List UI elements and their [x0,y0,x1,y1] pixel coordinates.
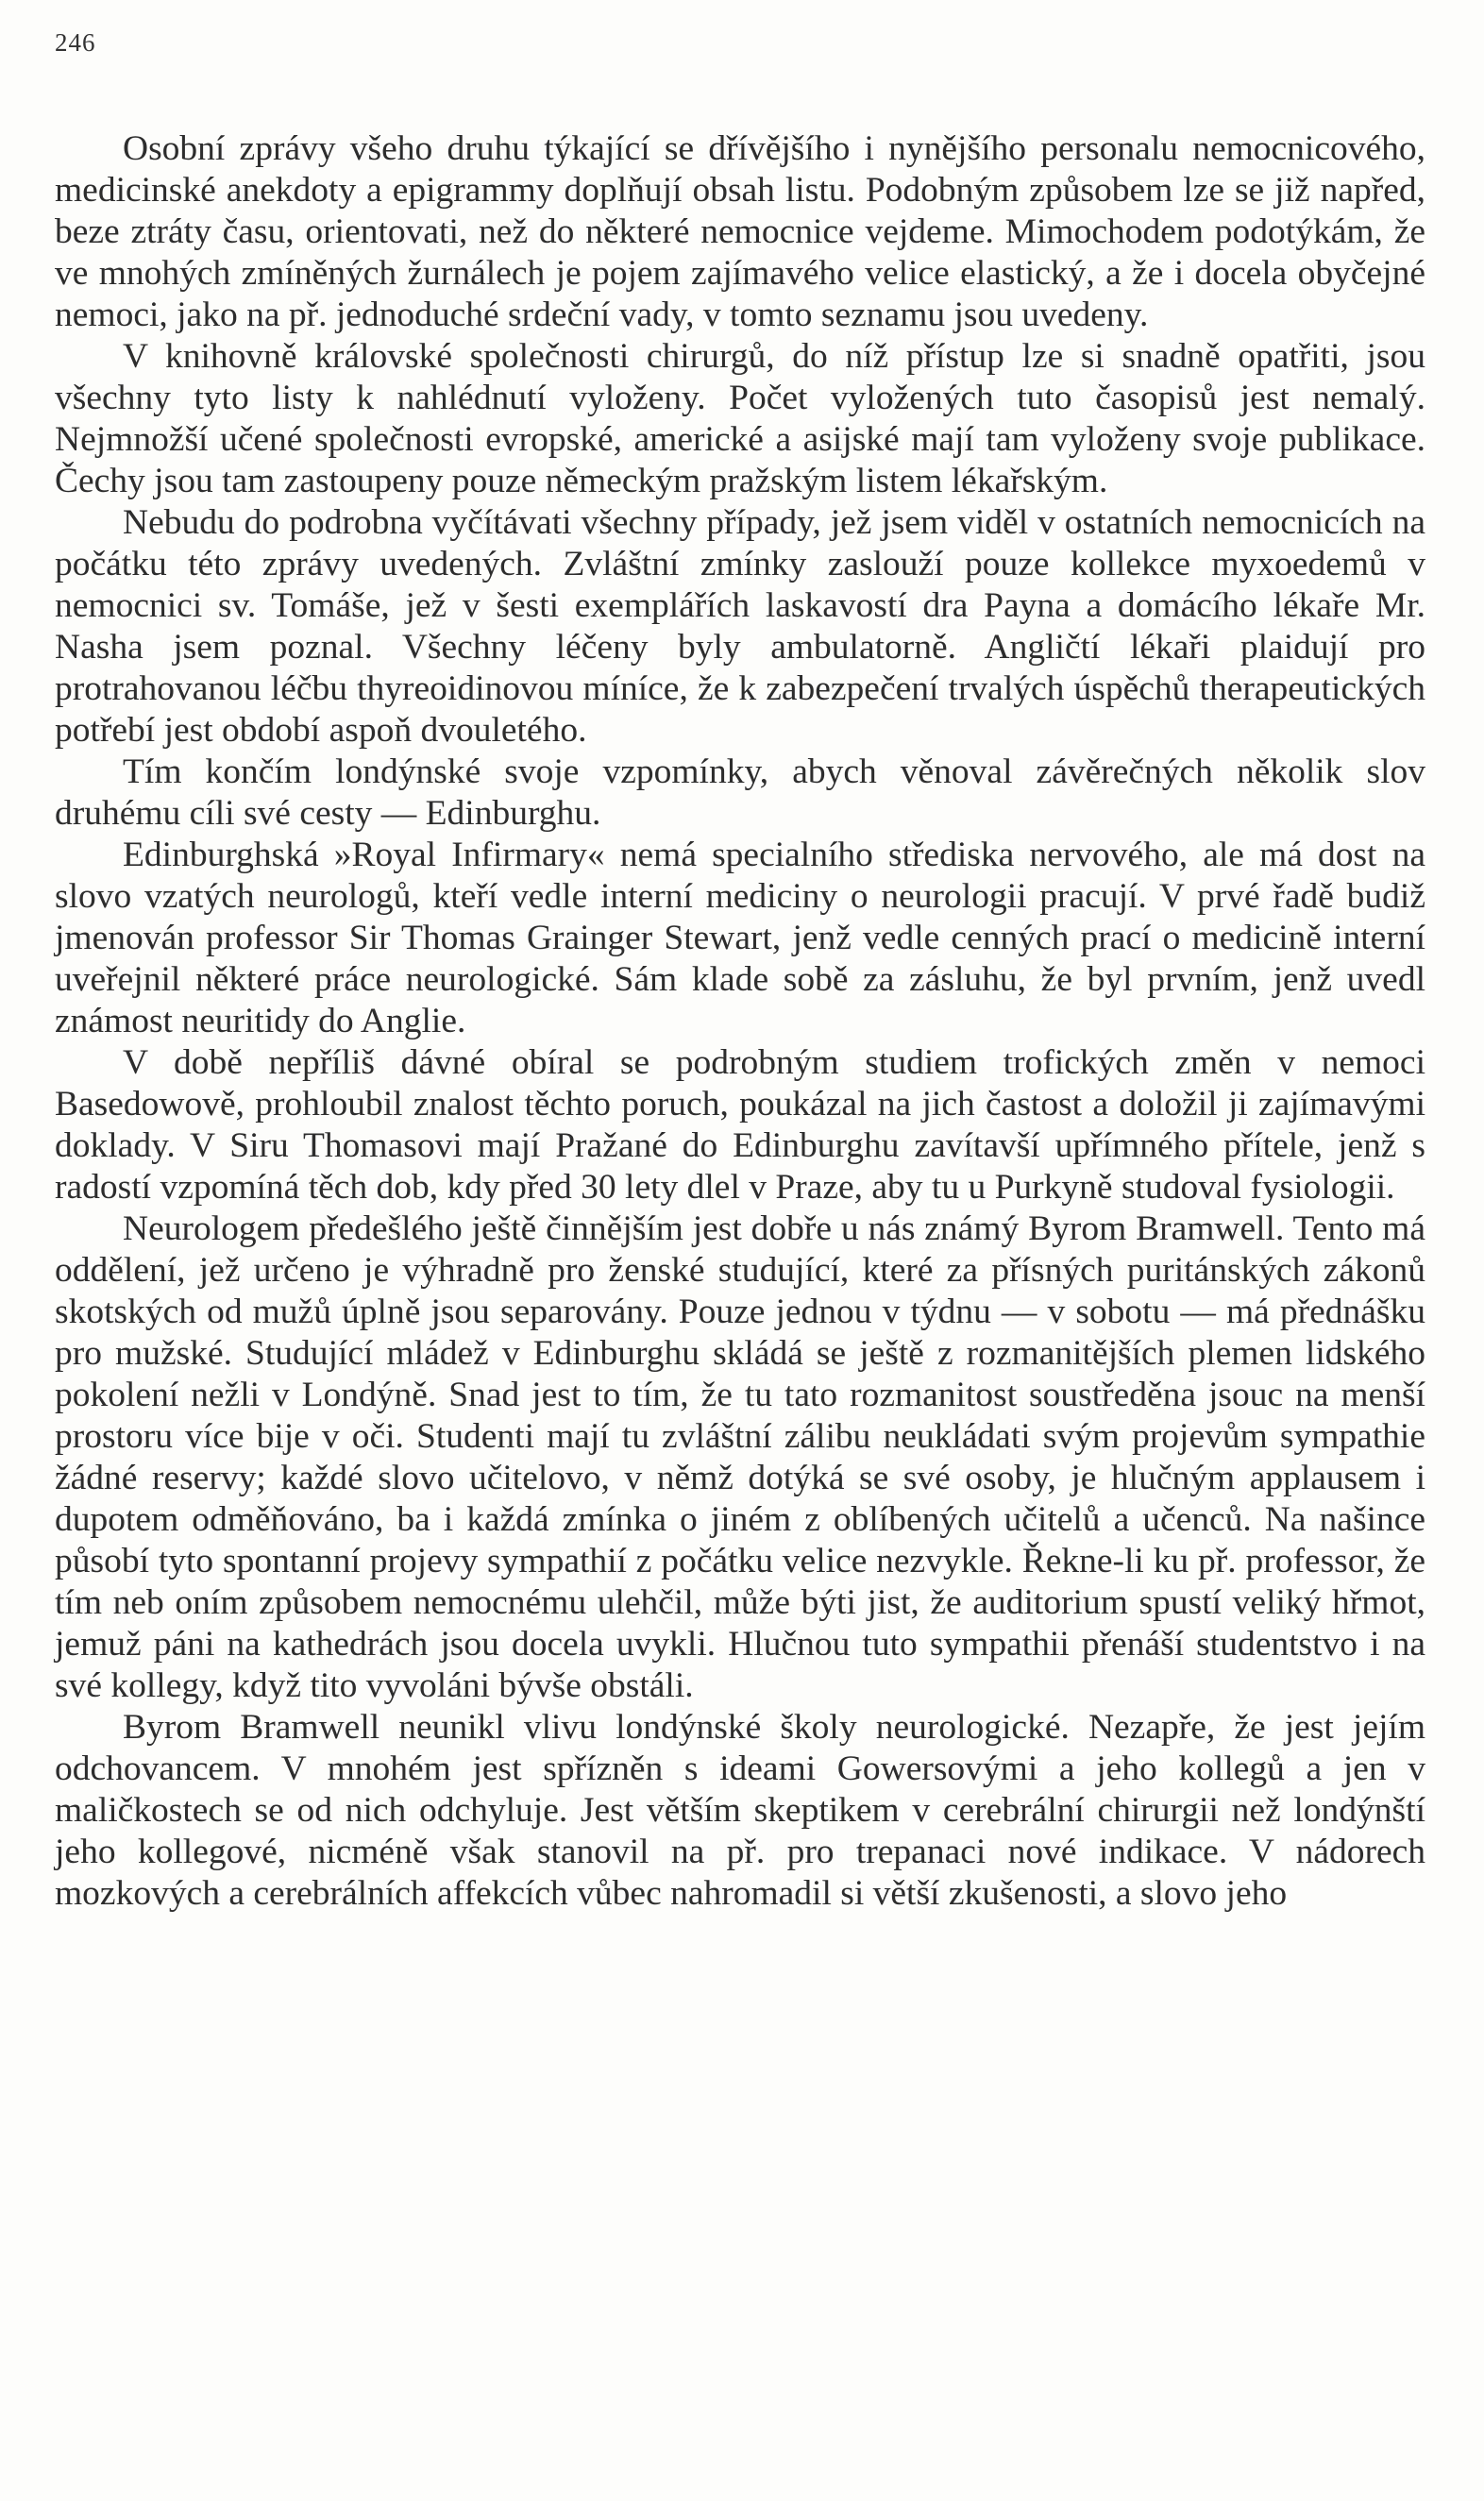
paragraph: V knihovně královské společnosti chirurgů, do níž přístup lze si snadně opatřiti, jsou všechny tyto listy k nahlédnutí vyloženy. Počet vyložených tuto časopisů jest nemalý. Nejmnožší učené společnosti evropské, americké a asijské mají tam vyloženy svoje publikace. Čechy jsou tam zastoupeny pouze německým pražským listem lékařským. [55,337,1425,500]
paragraph: Osobní zprávy všeho druhu týkající se dřívějšího i nynějšího personalu nemocnicového, medicinské anekdoty a epigrammy doplňují obsah listu. Podobným způsobem lze se již napřed, beze ztráty času, orientovati, než do některé nemocnice vejdeme. Mimochodem podotýkám, že ve mnohých zmíněných žurnálech je pojem zajímavého velice elastický, a že i docela obyčejné nemoci, jako na př. jednoduché srdeční vady, v tomto seznamu jsou uvedeny. [55,129,1425,334]
paragraph: Neurologem předešlého ještě činnějším jest dobře u nás známý Byrom Bramwell. Tento má oddělení, jež určeno je výhradně pro ženské studující, které za přísných puritánských zákonů skotských od mužů úplně jsou separovány. Pouze jednou v týdnu — v sobotu — má přednášku pro mužské. Studující mládež v Edinburghu skládá se ještě z rozmanitějších plemen lidského pokolení nežli v Londýně. Snad jest to tím, že tu tato rozmanitost soustředěna jsouc na menší prostoru více bije v oči. Studenti mají tu zvláštní zálibu neukládati svým projevům sympathie žádné reservy; každé slovo učitelovo, v němž dotýká se své osoby, je hlučným applausem i dupotem odměňováno, ba i každá zmínka o jiném z oblíbených učitelů a učenců. Na našince působí tyto spontanní projevy sympathií z počátku velice nezvykle. Řekne-li ku př. professor, že tím neb oním způsobem nemocnému ulehčil, může býti jist, že auditorium spustí veliký hřmot, jemuž páni na kathedrách jsou docela uvykli. Hlučnou tuto sympathii přenáší studentstvo i na své kollegy, když tito vyvoláni bývše obstáli. [55,1209,1425,1705]
paragraph: V době nepříliš dávné obíral se podrobným studiem trofických změn v nemoci Basedowově, prohloubil znalost těchto poruch, poukázal na jich častost a doložil ji zajímavými doklady. V Siru Thomasovi mají Pražané do Edinburghu zavítavší upřímného přítele, jenž s radostí vzpomíná těch dob, kdy před 30 lety dlel v Praze, aby tu u Purkyně studoval fysiologii. [55,1043,1425,1207]
page-number: 246 [55,28,96,57]
body-text [55,128,1425,1915]
paragraph: Byrom Bramwell neunikl vlivu londýnské školy neurologické. Nezapře, že jest jejím odchovancem. V mnohém jest spřízněn s ideami Gowersovými a jeho kollegů a jen v maličkostech se od nich odchyluje. Jest větším skeptikem v cerebrální chirurgii než londýnští jeho kollegové, nicméně však stanovil na př. pro trepanaci nové indikace. V nádorech mozkových a cerebrálních affekcích vůbec nahromadil si větší zkušenosti, a slovo jeho [55,1708,1425,1913]
paragraph: Tím končím londýnské svoje vzpomínky, abych věnoval závěrečných několik slov druhému cíli své cesty — Edinburghu. [55,752,1425,833]
paragraph: Nebudu do podrobna vyčítávati všechny případy, jež jsem viděl v ostatních nemocnicích na počátku této zprávy uvedených. Zvláštní zmínky zaslouží pouze kollekce myxoedemů v nemocnici sv. Tomáše, jež v šesti exemplářích laskavostí dra Payna a domácího lékaře Mr. Nasha jsem poznal. Všechny léčeny byly ambulatorně. Angličtí lékaři plaidují pro protrahovanou léčbu thyreoidinovou míníce, že k zabezpečení trvalých úspěchů therapeutických potřebí jest období aspoň dvouletého. [55,503,1425,750]
paragraph: Edinburghská »Royal Infirmary« nemá specialního střediska nervového, ale má dost na slovo vzatých neurologů, kteří vedle interní mediciny o neurologii pracují. V prvé řadě budiž jmenován professor Sir Thomas Grainger Stewart, jenž vedle cenných prací o medicině interní uveřejnil některé práce neurologické. Sám klade sobě za zásluhu, že byl prvním, jenž uvedl známost neuritidy do Anglie. [55,836,1425,1040]
